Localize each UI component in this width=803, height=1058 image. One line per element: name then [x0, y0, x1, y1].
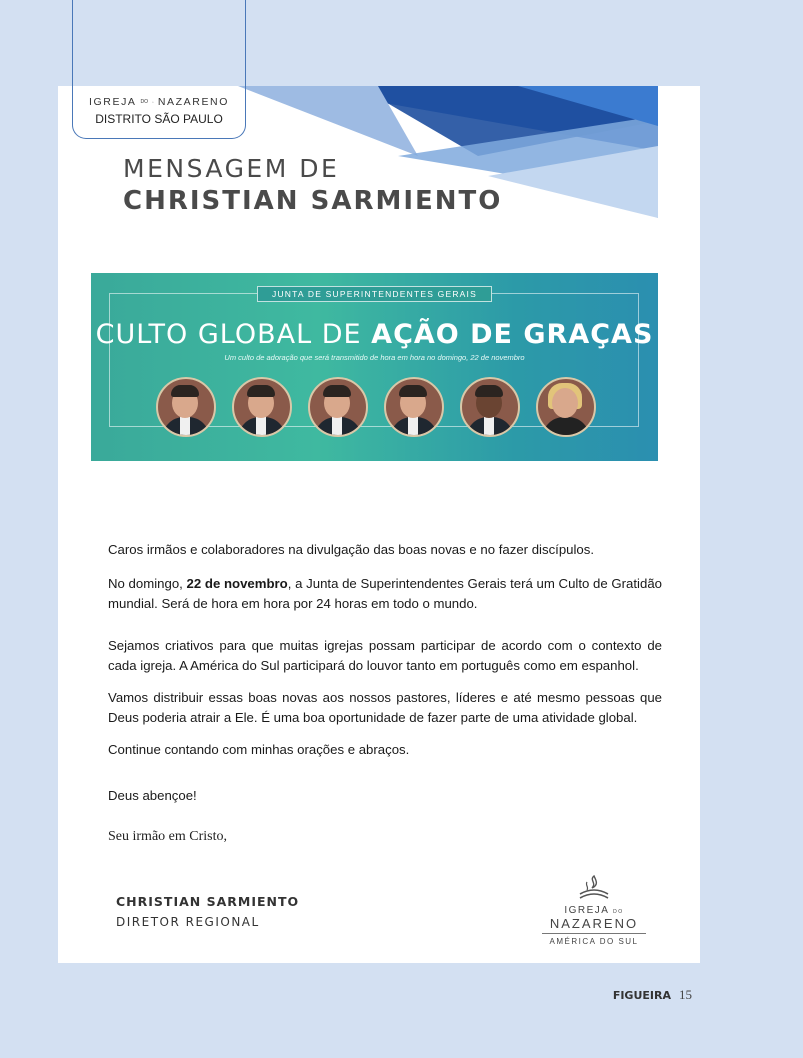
portrait-photo — [232, 377, 292, 437]
district-tab — [72, 0, 246, 139]
date-highlight: 22 de novembro — [186, 576, 288, 591]
logo-region: AMÉRICA DO SUL — [549, 937, 639, 946]
paragraph-greeting: Caros irmãos e colaboradores na divulgação das boas novas e no fazer discípulos. — [108, 542, 595, 557]
signature-role: DIRETOR REGIONAL — [116, 915, 260, 929]
portrait-photo — [536, 377, 596, 437]
page-number: 15 — [679, 987, 692, 1002]
church-logo-header: IGREJA DO NAZARENO — [89, 96, 229, 108]
banner-top-label: JUNTA DE SUPERINTENDENTES GERAIS — [257, 286, 492, 302]
magazine-name: FIGUEIRA — [612, 989, 671, 1002]
paragraph-date: No domingo, 22 de novembro, a Junta de Superintendentes Gerais terá um Culto de Gratidão mundial. Será de hora em hora por 24 horas em todo o mundo. — [108, 576, 662, 611]
paragraph-creative: Sejamos criativos para que muitas igrejas possam participar de acordo com o contexto de cada igreja. A América do Sul participará do louvor tanto em português como em espanhol. — [108, 638, 662, 673]
superintendent-photos — [156, 377, 596, 437]
title-line-2: CHRISTIAN SARMIENTO — [123, 186, 503, 216]
banner-title-plain: CULTO GLOBAL DE — [95, 319, 372, 350]
paragraph-blessing: Deus abençoe! — [108, 788, 197, 803]
banner-title — [91, 319, 658, 350]
signature-name: CHRISTIAN SARMIENTO — [116, 894, 300, 909]
title-line-1: MENSAGEM DE — [123, 154, 340, 183]
banner-title-bold: AÇÃO DE GRAÇAS — [371, 319, 654, 350]
portrait-photo — [156, 377, 216, 437]
flame-book-icon — [152, 94, 154, 110]
church-logo-south-america: IGREJA DO NAZARENO AMÉRICA DO SUL — [542, 874, 646, 946]
page-footer — [613, 987, 692, 1003]
flame-book-icon — [577, 874, 611, 902]
portrait-photo — [308, 377, 368, 437]
paragraph-distribute: Vamos distribuir essas boas novas aos nossos pastores, líderes e até mesmo pessoas que Deus poderia atrair a Ele. É uma boa oportunidade de fazer parte de uma atividade global. — [108, 690, 662, 725]
banner-subtitle: Um culto de adoração que será transmitido de hora em hora no domingo, 22 de novembro — [224, 353, 525, 362]
closing-line: Seu irmão em Cristo, — [108, 829, 227, 844]
district-name: DISTRITO SÃO PAULO — [95, 112, 223, 126]
portrait-photo — [384, 377, 444, 437]
page-sheet — [58, 86, 700, 963]
event-banner — [91, 273, 658, 461]
portrait-photo — [460, 377, 520, 437]
paragraph-prayers: Continue contando com minhas orações e abraços. — [108, 742, 410, 757]
